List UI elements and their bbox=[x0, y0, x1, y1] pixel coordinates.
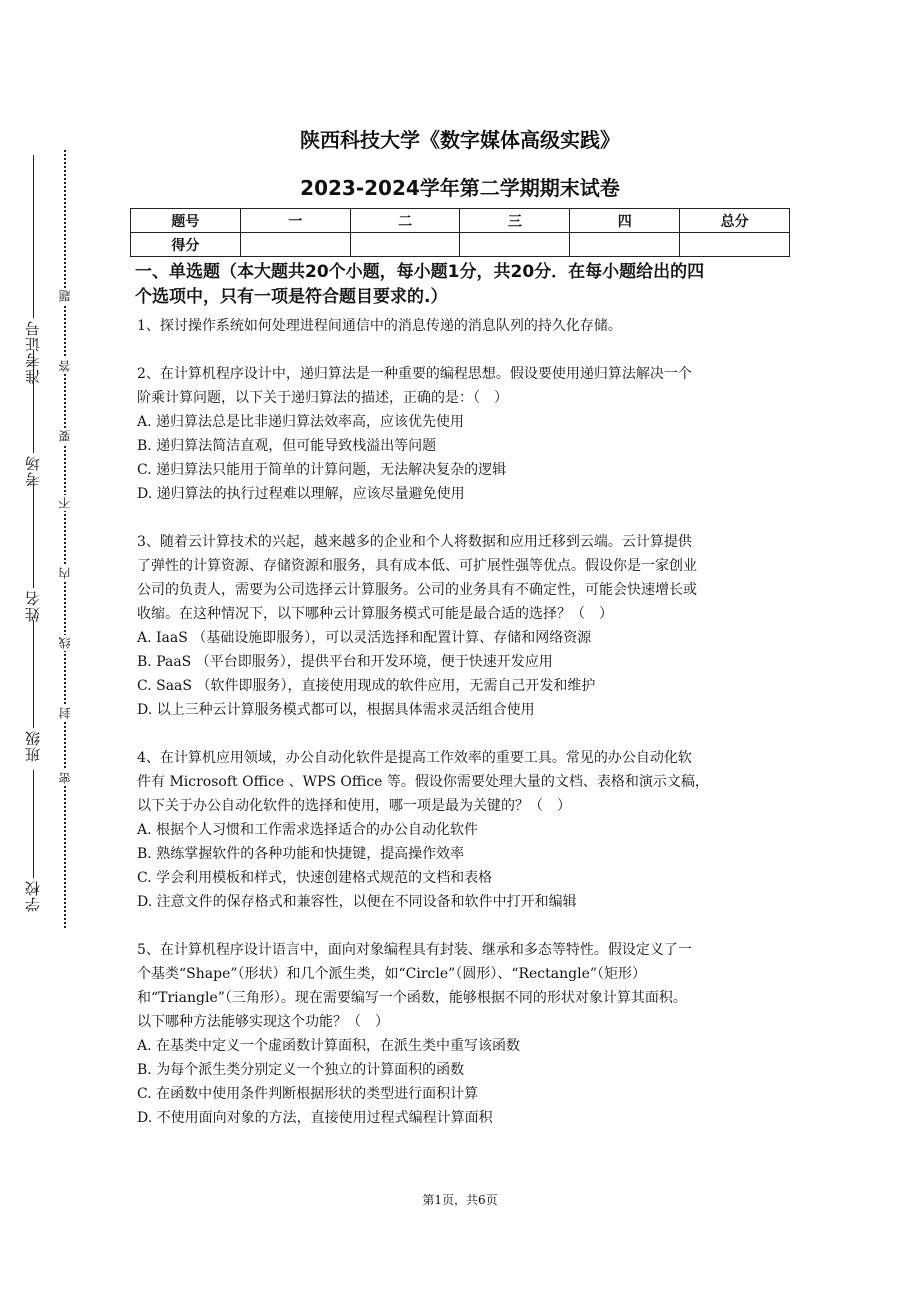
seal-char: 内 bbox=[58, 567, 72, 579]
option-a[interactable]: A. IaaS （基础设施即服务），可以灵活选择和配置计算、存储和网络资源 bbox=[137, 630, 592, 646]
score-row-label: 得分 bbox=[131, 233, 241, 257]
exam-subtitle: 2023-2024学年第二学期期末试卷 bbox=[300, 176, 620, 200]
question-stem-line: 收缩。在这种情况下，以下哪种云计算服务模式可能是最合适的选择？（ ） bbox=[137, 606, 613, 622]
question-3 bbox=[137, 530, 797, 722]
seal-char: 不 bbox=[58, 497, 72, 509]
option-b[interactable]: B. 熟练掌握软件的各种功能和快捷键，提高操作效率 bbox=[137, 846, 465, 862]
seal-dotted-line bbox=[64, 150, 66, 928]
option-d[interactable]: D. 以上三种云计算服务模式都可以，根据具体需求灵活组合使用 bbox=[137, 702, 535, 718]
option-a[interactable]: A. 在基类中定义一个虚函数计算面积，在派生类中重写该函数 bbox=[137, 1038, 521, 1054]
score-table-header-cell: 一 bbox=[240, 209, 350, 233]
question-stem-line: 以下哪种方法能够实现这个功能？（ ） bbox=[137, 1014, 389, 1030]
school-blank bbox=[33, 770, 34, 878]
option-d[interactable]: D. 注意文件的保存格式和兼容性，以便在不同设备和软件中打开和编辑 bbox=[137, 894, 577, 910]
question-stem-line: 3、随着云计算技术的兴起，越来越多的企业和个人将数据和应用迁移到云端。云计算提供 bbox=[137, 534, 692, 550]
score-cell[interactable] bbox=[240, 233, 350, 257]
class-label: 班级 bbox=[24, 730, 42, 762]
score-table-header-cell: 题号 bbox=[131, 209, 241, 233]
admission-number-blank bbox=[33, 155, 34, 318]
seal-char: 线 bbox=[58, 637, 72, 649]
option-a[interactable]: A. 根据个人习惯和工作需求选择适合的办公自动化软件 bbox=[137, 822, 479, 838]
option-c[interactable]: C. 在函数中使用条件判断根据形状的类型进行面积计算 bbox=[137, 1086, 479, 1102]
question-stem-line: 5、在计算机程序设计语言中，面向对象编程具有封装、继承和多态等特性。假设定义了一 bbox=[137, 942, 692, 958]
option-b[interactable]: B. PaaS （平台即服务），提供平台和开发环境，便于快速开发应用 bbox=[137, 654, 553, 670]
question-stem-line: 和“Triangle”（三角形）。现在需要编写一个函数，能够根据不同的形状对象计算其面积。 bbox=[137, 990, 687, 1006]
question-stem-line: 1、探讨操作系统如何处理进程间通信中的消息传递的消息队列的持久化存储。 bbox=[137, 318, 622, 334]
seal-char: 题 bbox=[58, 290, 72, 302]
option-d[interactable]: D. 不使用面向对象的方法，直接使用过程式编程计算面积 bbox=[137, 1110, 493, 1126]
score-table-header-cell: 二 bbox=[350, 209, 460, 233]
section-heading-line: 个选项中，只有一项是符合题目要求的.） bbox=[135, 287, 448, 307]
question-5 bbox=[137, 938, 797, 1130]
score-cell[interactable] bbox=[350, 233, 460, 257]
exam-title: 陕西科技大学《数字媒体高级实践》 bbox=[300, 128, 620, 152]
score-table bbox=[130, 208, 790, 257]
score-table-header-cell: 四 bbox=[570, 209, 680, 233]
page-footer: 第1页，共6页 bbox=[422, 1193, 498, 1207]
score-table-header-cell: 总分 bbox=[680, 209, 790, 233]
question-stem-line: 2、在计算机程序设计中，递归算法是一种重要的编程思想。假设要使用递归算法解决一个 bbox=[137, 366, 692, 382]
option-b[interactable]: B. 为每个派生类分别定义一个独立的计算面积的函数 bbox=[137, 1062, 465, 1078]
seal-char: 封 bbox=[58, 707, 72, 719]
score-table-header-cell: 三 bbox=[460, 209, 570, 233]
school-label: 学校 bbox=[24, 880, 42, 912]
score-cell[interactable] bbox=[680, 233, 790, 257]
option-c[interactable]: C. SaaS （软件即服务），直接使用现成的软件应用，无需自己开发和维护 bbox=[137, 678, 596, 694]
exam-content bbox=[137, 260, 797, 1130]
name-blank bbox=[33, 485, 34, 588]
score-table-score-row bbox=[131, 233, 790, 257]
seal-char: 要 bbox=[58, 430, 72, 442]
question-stem-line: 4、在计算机应用领域，办公自动化软件是提高工作效率的重要工具。常见的办公自动化软 bbox=[137, 750, 692, 766]
question-1 bbox=[137, 314, 797, 338]
question-2 bbox=[137, 362, 797, 506]
question-stem-line: 以下关于办公自动化软件的选择和使用，哪一项是最为关键的？（ ） bbox=[137, 798, 571, 814]
option-c[interactable]: C. 递归算法只能用于简单的计算问题，无法解决复杂的逻辑 bbox=[137, 462, 507, 478]
question-stem-line: 了弹性的计算资源、存储资源和服务，具有成本低、可扩展性强等优点。假设你是一家创业 bbox=[137, 558, 697, 574]
seal-char: 密 bbox=[58, 772, 72, 784]
score-cell[interactable] bbox=[460, 233, 570, 257]
question-stem-line: 公司的负责人，需要为公司选择云计算服务。公司的业务具有不确定性，可能会快速增长或 bbox=[137, 582, 697, 598]
section-heading-line: 一、单选题（本大题共20个小题，每小题1分，共20分．在每小题给出的四 bbox=[135, 262, 705, 282]
admission-number-label: 准考证号 bbox=[24, 320, 42, 384]
option-a[interactable]: A. 递归算法总是比非递归算法效率高，应该优先使用 bbox=[137, 414, 465, 430]
question-stem-line: 个基类“Shape”（形状）和几个派生类，如“Circle”（圆形）、“Rectangle”（矩形） bbox=[137, 966, 647, 982]
question-stem-line: 阶乘计算问题，以下关于递归算法的描述，正确的是：（ ） bbox=[137, 390, 508, 406]
score-cell[interactable] bbox=[570, 233, 680, 257]
section-heading bbox=[135, 260, 797, 310]
name-label: 姓名 bbox=[24, 590, 42, 622]
option-d[interactable]: D. 递归算法的执行过程难以理解，应该尽量避免使用 bbox=[137, 486, 465, 502]
option-c[interactable]: C. 学会利用模板和样式，快速创建格式规范的文档和表格 bbox=[137, 870, 493, 886]
score-table-header-row bbox=[131, 209, 790, 233]
binding-strip bbox=[0, 150, 90, 950]
question-stem-line: 件有 Microsoft Office 、WPS Office 等。假设你需要处理大量的文档、表格和演示文稿， bbox=[137, 774, 709, 790]
class-blank bbox=[33, 620, 34, 728]
seal-char: 答 bbox=[58, 360, 72, 372]
exam-room-label: 考场 bbox=[24, 455, 42, 487]
question-4 bbox=[137, 746, 797, 914]
option-b[interactable]: B. 递归算法简洁直观，但可能导致栈溢出等问题 bbox=[137, 438, 437, 454]
